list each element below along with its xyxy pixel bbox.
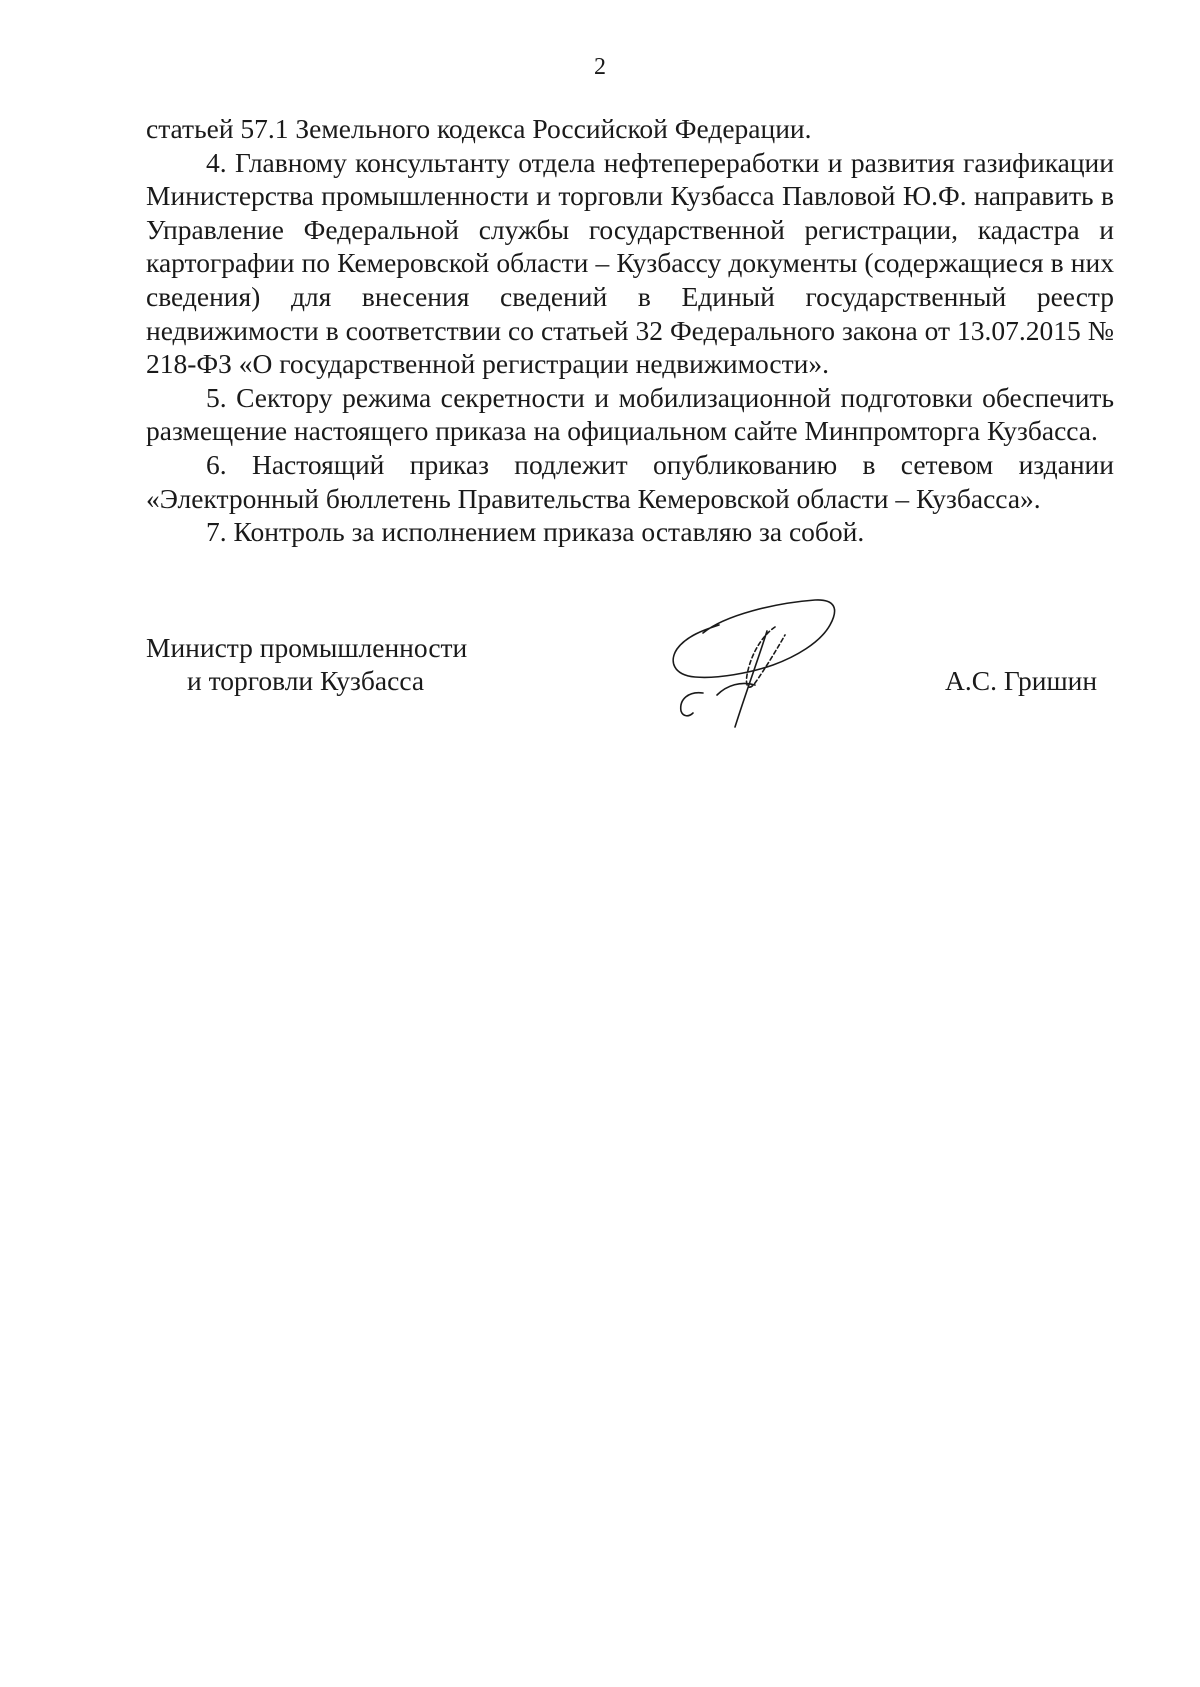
paragraph-item-7: 7. Контроль за исполнением приказа оставляю за собой. bbox=[206, 516, 865, 548]
paragraph-item-5: 5. Сектору режима секретности и мобилизационной подготовки обеспечить размещение настоящего приказа на официальном сайте Минпромторга Кузбасса. bbox=[146, 381, 1114, 447]
signatory-position bbox=[146, 631, 467, 697]
signatory-position-line2: и торговли Кузбасса bbox=[187, 665, 425, 696]
signatory-name: А.С. Гришин bbox=[945, 665, 1098, 696]
page-number: 2 bbox=[594, 54, 606, 80]
paragraph-continuation: статьей 57.1 Земельного кодекса Российской Федерации. bbox=[146, 113, 812, 144]
handwritten-signature bbox=[655, 595, 855, 745]
document-body bbox=[146, 112, 1114, 549]
signatory-position-line1: Министр промышленности bbox=[146, 632, 468, 663]
paragraph-item-6: 6. Настоящий приказ подлежит опубликованию в сетевом издании «Электронный бюллетень Правительства Кемеровской области – Кузбасса». bbox=[146, 448, 1114, 514]
paragraph-item-4: 4. Главному консультанту отдела нефтепереработки и развития газификации Министерства промышленности и торговли Кузбасса Павловой Ю.Ф. направить в Управление Федеральной службы государственной регистрации, кадастра и картографии по Кемеровской области – Кузбассу документы (содержащиеся в них сведения) для внесения сведений в Единый государственный реестр недвижимости в соответствии со статьей 32 Федерального закона от 13.07.2015 № 218-ФЗ «О государственной регистрации недвижимости». bbox=[146, 146, 1114, 380]
